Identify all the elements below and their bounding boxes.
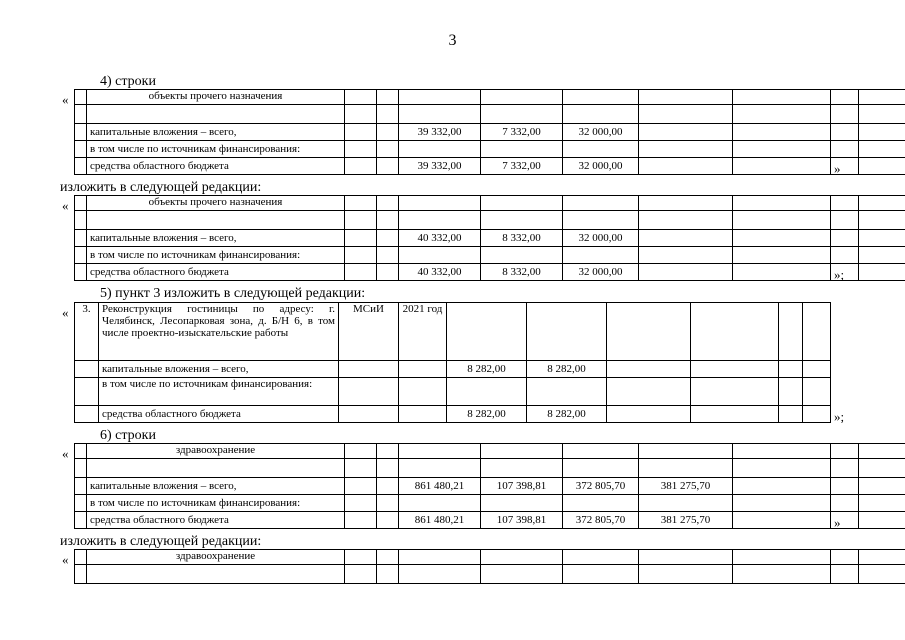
row-label: средства областного бюджета [99, 406, 339, 423]
page-number: 3 [448, 32, 457, 49]
cell-year-3: 381 275,70 [639, 478, 733, 495]
table-row [75, 264, 905, 281]
table-health-original [74, 443, 905, 529]
cell-total: 39 332,00 [399, 158, 481, 175]
table-row [75, 230, 905, 247]
item-description: Реконструкция гостиницы по адресу: г. Челябинск, Лесопарковая зона, д. Б/Н 6, в том числе проектно-изыскательские работы [99, 303, 339, 361]
cell-total: 8 282,00 [447, 361, 527, 378]
section-5-label: 5) пункт 3 изложить в следующей редакции: [100, 286, 366, 301]
table-heading: здравоохранение [87, 550, 345, 565]
row-label: в том числе по источникам финансирования: [99, 378, 339, 406]
cell-total: 861 480,21 [399, 512, 481, 529]
cell-year-3: 381 275,70 [639, 512, 733, 529]
open-quote: « [62, 446, 69, 461]
replace-label: изложить в следующей редакции: [60, 534, 262, 549]
table-row [75, 512, 905, 529]
table-row [75, 378, 831, 406]
cell-year-1: 8 332,00 [481, 264, 563, 281]
cell-year-1: 8 282,00 [527, 406, 607, 423]
cell-year-2: 32 000,00 [563, 158, 639, 175]
table-row [75, 158, 905, 175]
close-quote: » [834, 515, 841, 530]
table-row [75, 478, 905, 495]
table-heading: объекты прочего назначения [87, 90, 345, 105]
cell-total: 8 282,00 [447, 406, 527, 423]
cell-year-1: 107 398,81 [481, 478, 563, 495]
cell-total: 39 332,00 [399, 124, 481, 141]
cell-year-1: 8 282,00 [527, 361, 607, 378]
cell-year-2: 32 000,00 [563, 264, 639, 281]
table-objects-new [74, 195, 905, 281]
open-quote: « [62, 92, 69, 107]
row-label: в том числе по источникам финансирования: [87, 247, 345, 264]
cell-total: 861 480,21 [399, 478, 481, 495]
row-label: капитальные вложения – всего, [87, 478, 345, 495]
cell-total: 40 332,00 [399, 230, 481, 247]
row-label: в том числе по источникам финансирования: [87, 141, 345, 158]
table-row [75, 124, 905, 141]
cell-year-1: 7 332,00 [481, 124, 563, 141]
open-quote: « [62, 552, 69, 567]
cell-total: 40 332,00 [399, 264, 481, 281]
table-row [75, 495, 905, 512]
replace-label: изложить в следующей редакции: [60, 180, 262, 195]
row-label: в том числе по источникам финансирования: [87, 495, 345, 512]
year-cell: 2021 год [399, 303, 447, 361]
item-number: 3. [75, 303, 99, 361]
section-4-label: 4) строки [100, 74, 156, 89]
close-quote-semicolon: »; [834, 409, 845, 424]
row-label: средства областного бюджета [87, 158, 345, 175]
ministry-cell: МСиИ [339, 303, 399, 361]
table-heading: объекты прочего назначения [87, 196, 345, 211]
cell-year-1: 7 332,00 [481, 158, 563, 175]
cell-year-2: 32 000,00 [563, 124, 639, 141]
row-label: средства областного бюджета [87, 264, 345, 281]
cell-year-1: 107 398,81 [481, 512, 563, 529]
open-quote: « [62, 305, 69, 320]
cell-year-2: 32 000,00 [563, 230, 639, 247]
table-heading: здравоохранение [87, 444, 345, 459]
row-label: капитальные вложения – всего, [99, 361, 339, 378]
table-objects-original [74, 89, 905, 175]
table-row [75, 361, 831, 378]
cell-year-2: 372 805,70 [563, 512, 639, 529]
table-hotel [74, 302, 831, 423]
row-label: капитальные вложения – всего, [87, 230, 345, 247]
table-row [75, 247, 905, 264]
cell-year-1: 8 332,00 [481, 230, 563, 247]
table-row [75, 141, 905, 158]
table-row [75, 406, 831, 423]
open-quote: « [62, 198, 69, 213]
cell-year-2: 372 805,70 [563, 478, 639, 495]
table-health-new [74, 549, 905, 584]
close-quote: » [834, 161, 841, 176]
row-label: капитальные вложения – всего, [87, 124, 345, 141]
section-6-label: 6) строки [100, 428, 156, 443]
close-quote-semicolon: »; [834, 267, 845, 282]
row-label: средства областного бюджета [87, 512, 345, 529]
